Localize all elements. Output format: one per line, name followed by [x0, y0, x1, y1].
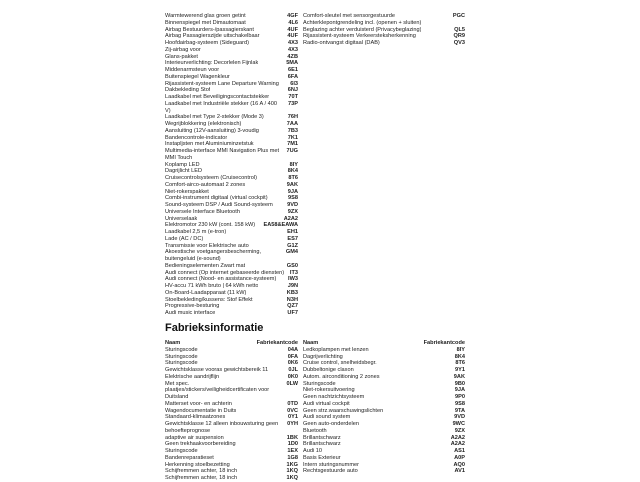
item-code: 9JA — [454, 387, 465, 394]
item-code: 9Y1 — [455, 367, 465, 373]
item-code: 0FA — [287, 353, 298, 360]
list-item — [165, 475, 298, 482]
item-code: 8T6 — [455, 360, 465, 367]
list-item — [165, 74, 298, 81]
list-item — [303, 27, 465, 34]
item-name: Rijassistent-systeem Verkeersteksherkenning — [303, 33, 416, 40]
item-code: QV3 — [453, 40, 465, 46]
item-name: Basis Exterieur — [303, 454, 341, 461]
list-item — [165, 114, 298, 121]
item-name: Geen auto-onderdelen — [303, 421, 359, 427]
item-code: 8K4 — [287, 168, 298, 175]
item-code: QZ7 — [287, 303, 298, 310]
item-code: 0K6 — [287, 360, 298, 367]
list-item — [165, 367, 298, 374]
item-name: Geen nachtzichtsysteem — [303, 394, 365, 400]
item-code: 7M1 — [287, 141, 298, 148]
item-name: Gewichtsklasse vooras gewichtsbereik 11 — [165, 367, 269, 373]
item-name: Instapljsten met Aluminiuminzetstuk — [165, 141, 254, 148]
list-item — [165, 40, 298, 47]
item-name: Laadkabel met Type 2-stekker (Mode 3) — [165, 114, 264, 121]
list-item — [165, 135, 298, 142]
list-item — [165, 455, 298, 462]
item-code: 1G8 — [287, 454, 298, 461]
item-code: 0Y1 — [288, 414, 298, 421]
item-name: Akoestische voetgangersbescherming, buitengeluid (e-sound) — [165, 249, 262, 262]
item-name: Combi-instrument digitaal (virtual cockpit) — [165, 195, 268, 202]
item-name: Glans-pakket — [165, 53, 198, 60]
list-item — [165, 243, 298, 250]
item-code: 73P — [288, 100, 298, 107]
item-code: 8IY — [289, 161, 298, 168]
list-item — [165, 54, 298, 61]
item-code: 7AA — [286, 121, 298, 127]
list-item — [165, 468, 298, 475]
item-name: Wagendocumentatie in Duits — [165, 407, 237, 414]
list-item — [165, 182, 298, 189]
item-code: 1KQ — [286, 468, 298, 475]
item-code: 4GF — [287, 13, 298, 19]
list-item — [165, 263, 298, 270]
list-item — [303, 414, 465, 421]
item-name: Transmissie voor Elektrische auto — [165, 242, 249, 249]
item-name: Zij-airbag voor — [165, 46, 201, 53]
item-name: Elektromotor 230 kW (cont. 158 kW) — [165, 222, 256, 229]
item-code: 7UG — [286, 148, 298, 154]
item-name: Sturingscode — [165, 360, 198, 367]
item-code: 8IY — [456, 346, 465, 353]
item-name: Niet-rokerspakket — [165, 188, 209, 195]
equipment-list-left — [165, 13, 298, 317]
item-code: 70T — [288, 94, 298, 100]
item-name: Audi virtual cockpit — [303, 400, 350, 407]
list-item — [165, 229, 298, 236]
list-item — [165, 414, 298, 421]
item-name: Radio-ontvangst digitaal (DAB) — [303, 40, 380, 46]
factory-header-left — [165, 340, 298, 347]
item-code: 9B0 — [454, 380, 465, 387]
list-item — [165, 462, 298, 469]
header-code: Fabriekantcode — [423, 340, 465, 346]
list-item — [303, 347, 465, 354]
list-item — [165, 303, 298, 310]
item-name: Ledkoplampen met lenzen — [303, 346, 369, 353]
item-name: Bluetooth — [303, 427, 327, 434]
item-name: Laadkabel met Beveiligingscontactstekker — [165, 94, 270, 100]
list-item — [165, 121, 298, 128]
item-name: Met spec. plaatjes/stickers/veiligheidcertificaten voor Duitsland — [165, 380, 270, 400]
item-name: Autom. airconditioning 2 zones — [303, 373, 380, 380]
item-name: Airbag Bestuurders-/passagierskant — [165, 26, 254, 33]
item-code: 4L6 — [288, 19, 298, 26]
list-item — [165, 189, 298, 196]
item-name: Warmtewerend glas groen getint — [165, 13, 246, 19]
list-item — [165, 310, 298, 317]
list-item — [165, 283, 298, 290]
factory-list-right — [303, 340, 465, 475]
item-code: PGC — [452, 13, 465, 19]
list-item — [303, 387, 465, 394]
list-item — [303, 401, 465, 408]
item-code: GS0 — [286, 262, 298, 269]
item-name: Audi 10 — [303, 448, 322, 454]
item-name: Dagrijverlichting — [303, 353, 343, 360]
item-name: Dubbeltonige claxon — [303, 367, 354, 373]
item-name: Middenarmsteun voor — [165, 67, 220, 73]
header-code: Fabriekantcode — [256, 340, 298, 346]
item-code: 4UF — [287, 26, 298, 33]
item-code: GM4 — [285, 249, 298, 256]
list-item — [165, 222, 298, 229]
item-name: Sound-systeem DSP / Audi Sound-systeem — [165, 202, 273, 208]
item-name: Koplamp LED — [165, 161, 200, 168]
header-name: Naam — [303, 340, 319, 346]
item-code: J9N — [287, 283, 298, 289]
item-name: Standaard-klimaatzones — [165, 414, 226, 421]
list-item — [303, 367, 465, 374]
item-code: 4ZB — [287, 53, 298, 60]
item-code: AQ0 — [453, 461, 465, 468]
item-name: HV-accu 71 kWh bruto | 64 kWh netto — [165, 283, 259, 289]
list-item — [303, 435, 465, 442]
item-name: Laadkabel met Industriële stekker (16 A / 400 V) — [165, 100, 277, 114]
list-item — [165, 175, 298, 182]
item-name: Elektrische aandrijflijn — [165, 373, 220, 380]
list-item — [165, 401, 298, 408]
item-name: Brillantschwarz — [303, 441, 341, 448]
item-code: AV1 — [454, 468, 465, 475]
list-item — [165, 216, 298, 223]
item-code: 6E1 — [288, 67, 298, 73]
item-name: Geen strz.waarschuwingslichten — [303, 407, 384, 414]
list-item — [303, 428, 465, 435]
list-item — [165, 67, 298, 74]
item-code: 1BK — [286, 434, 298, 441]
item-code: 9VD — [454, 414, 465, 421]
item-code: 1D0 — [287, 441, 298, 448]
item-code: EH1 — [287, 229, 298, 235]
item-name: Beglazing achter verduisterd (Privacybeglazing) — [303, 26, 422, 33]
item-code: QR9 — [453, 33, 465, 40]
list-item — [165, 87, 298, 94]
list-item — [165, 13, 298, 20]
list-item — [165, 141, 298, 148]
item-name: Comfort-airco-automaat 2 zones — [165, 181, 246, 188]
list-item — [165, 236, 298, 243]
list-item — [165, 249, 298, 263]
item-name: Aansluiting (12V-aansluiting) 3-voudig — [165, 127, 259, 134]
item-code: 0LW — [286, 380, 298, 387]
list-item — [165, 168, 298, 175]
header-name: Naam — [165, 340, 181, 346]
item-name: Bandenreparatieset — [165, 454, 214, 461]
list-item — [303, 374, 465, 381]
section-title: Fabrieksinformatie — [165, 322, 264, 334]
item-name: Intern sturingsnummer — [303, 461, 359, 468]
item-code: 9P0 — [455, 394, 465, 400]
item-name: Dakbekleding Stof — [165, 87, 211, 94]
item-code: 9AK — [453, 373, 465, 380]
item-name: Sturingscode — [165, 353, 198, 360]
item-code: 4UF — [287, 33, 298, 40]
item-code: 8K4 — [454, 353, 465, 360]
item-name: Gewichtsklasse 12 alleen inbouwsturing geen behoefteprognose — [165, 421, 279, 434]
list-item — [165, 94, 298, 101]
item-name: Audi sound system — [303, 414, 351, 421]
item-code: 1EX — [287, 448, 298, 454]
item-name: Bandencontrole-indicator — [165, 134, 228, 141]
list-item — [303, 354, 465, 361]
item-code: 0TD — [287, 400, 298, 407]
item-code: 9VD — [287, 202, 298, 208]
list-item — [165, 448, 298, 455]
list-item — [165, 374, 298, 381]
list-item — [303, 40, 465, 47]
item-name: Herkenning stoelbezetting — [165, 461, 230, 468]
item-name: Dagrijlicht LED — [165, 168, 202, 175]
item-code: 5MA — [286, 60, 298, 67]
item-name: Audi music interface — [165, 310, 216, 316]
item-code: 6NJ — [287, 87, 298, 94]
item-code: 9S8 — [288, 195, 298, 202]
item-code: 0VC — [287, 407, 298, 414]
list-item — [303, 448, 465, 455]
list-item — [165, 47, 298, 54]
item-name: Audi connect (Op internet gebaseerde diensten) — [165, 269, 285, 276]
list-item — [303, 33, 465, 40]
item-code: A2A2 — [450, 441, 465, 448]
item-name: Brillantschwarz — [303, 434, 341, 441]
item-code: 0K0 — [287, 373, 298, 380]
item-code: 7K1 — [287, 134, 298, 141]
item-name: Rijassistent-systeem Lane Departure Warning — [165, 80, 279, 87]
item-name: Lade (AC / DC) — [165, 235, 204, 242]
item-name: Sturingscode — [303, 380, 336, 387]
list-item — [303, 455, 465, 462]
list-item — [303, 13, 465, 27]
list-item — [165, 162, 298, 169]
item-name: Rechtsgestuurde auto — [303, 468, 358, 475]
list-item — [165, 354, 298, 361]
list-item — [165, 81, 298, 88]
list-item — [165, 202, 298, 209]
item-name: Progressive-besturing — [165, 303, 220, 310]
item-name: adaptive air suspension — [165, 434, 224, 441]
item-name: Schijfremmen achter, 18 inch — [165, 475, 238, 481]
list-item — [165, 20, 298, 27]
item-name: Geen trekhaakvoorbereiding — [165, 441, 236, 448]
item-code: ES7 — [287, 235, 298, 242]
item-code: 1KQ — [286, 475, 298, 481]
item-code: G1Z — [287, 242, 298, 249]
factory-header-right — [303, 340, 465, 347]
item-name: Multimedia-interface MMI Navigation Plus met MMI Touch — [165, 148, 280, 161]
item-name: Matterset voor- en achterin — [165, 400, 232, 407]
item-code: 9ZX — [454, 427, 465, 434]
item-code: 9S8 — [455, 400, 465, 407]
item-name: Wegrijblokkering (elektronisch) — [165, 121, 242, 127]
list-item — [303, 441, 465, 448]
item-code: 7B3 — [287, 127, 298, 134]
item-name: Universele Interface Bluetooth — [165, 208, 240, 215]
item-name: Sturingscode — [165, 448, 198, 454]
list-item — [165, 421, 298, 435]
item-code: 0JL — [288, 367, 298, 373]
list-item — [165, 347, 298, 354]
item-code: 9TA — [454, 407, 465, 414]
item-name: Binnenspiegel met Dimautomaat — [165, 19, 246, 26]
item-code: A2A2 — [450, 434, 465, 441]
list-item — [165, 408, 298, 415]
item-name: Sturingscode — [165, 346, 198, 353]
item-code: 4X3 — [288, 40, 298, 46]
item-code: 9AK — [286, 181, 298, 188]
item-code: 9WC — [452, 421, 465, 427]
item-code: AS1 — [454, 448, 465, 454]
item-name: Laadkabel 2,5 m (e-tron) — [165, 229, 227, 235]
item-name: Cruisecontrolsysteem (Cruisecontrol) — [165, 175, 258, 181]
item-name: Bedieningselementen Zwart mat — [165, 262, 246, 269]
list-item — [165, 209, 298, 216]
list-item — [165, 60, 298, 67]
item-name: Stoelbekleding/kussens: Stof Effekt — [165, 296, 253, 303]
item-name: Universelaak — [165, 215, 198, 222]
list-item — [165, 128, 298, 135]
item-code: 9ZX — [287, 208, 298, 215]
list-item — [165, 297, 298, 304]
item-code: A2A2 — [283, 215, 298, 222]
equipment-list-right — [303, 13, 465, 47]
list-item — [303, 394, 465, 401]
item-name: Buitenspiegel Wagenkleur — [165, 73, 230, 80]
item-code: 04A — [287, 346, 298, 353]
item-code: 1KG — [286, 461, 298, 468]
list-item — [165, 435, 298, 442]
item-code: 6I3 — [290, 80, 298, 87]
list-item — [303, 408, 465, 415]
item-name: Hoofdairbag-systeem (Sideguard) — [165, 40, 249, 46]
list-item — [165, 290, 298, 297]
list-item — [165, 148, 298, 162]
item-name: On-Board-Laadapparaat (11 kW) — [165, 289, 247, 296]
list-item — [303, 468, 465, 475]
item-code: QL5 — [454, 26, 465, 33]
item-name: Airbag Passagierszijde uitschakelbaar — [165, 33, 260, 40]
item-name: Cruise control, snelheidsbegr. — [303, 360, 377, 367]
list-item — [303, 421, 465, 428]
list-item — [303, 381, 465, 388]
list-item — [165, 195, 298, 202]
list-item — [165, 276, 298, 283]
factory-list-left — [165, 340, 298, 482]
item-code: EA58&EAWA — [263, 222, 298, 229]
item-code: 6FA — [287, 73, 298, 80]
item-code: 4X3 — [288, 46, 298, 53]
list-item — [165, 27, 298, 34]
list-item — [303, 462, 465, 469]
list-item — [165, 33, 298, 40]
item-code: IW3 — [288, 276, 298, 283]
item-code: A0P — [454, 454, 465, 461]
item-name: Schijfremmen achter, 18 inch — [165, 468, 238, 475]
item-code: 0YH — [287, 421, 298, 427]
item-code: KB3 — [286, 289, 298, 296]
item-name: Interieurverlichting: Decorlelen Fijnlak — [165, 60, 259, 67]
list-item — [303, 360, 465, 367]
item-code: IT3 — [289, 269, 298, 276]
list-item — [165, 270, 298, 277]
list-item — [165, 360, 298, 367]
item-code: UF7 — [287, 310, 298, 316]
item-name: Audi connect (Nood- en assistance-systeem) — [165, 276, 277, 283]
item-name: Comfort-sleutel met sensorgestuurde Achterklepontgrendeling incl. (openen + sluiten) — [303, 13, 422, 26]
item-code: 8T6 — [288, 175, 298, 181]
list-item — [165, 441, 298, 448]
item-code: 9JA — [287, 188, 298, 195]
list-item — [165, 101, 298, 115]
item-code: N3H — [286, 296, 298, 303]
list-item — [165, 381, 298, 401]
item-code: 76H — [287, 114, 298, 121]
item-name: Niet-rokersuitvoering — [303, 387, 355, 394]
